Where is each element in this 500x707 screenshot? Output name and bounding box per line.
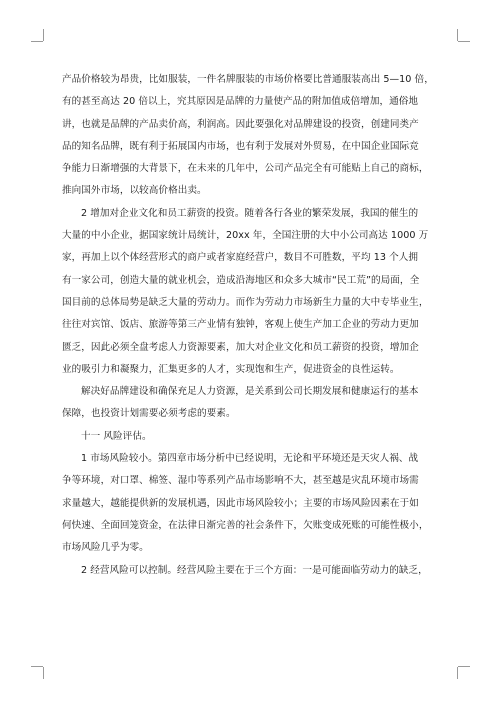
text-line: 争等环境，对口罩、棉签、湿巾等系列产品市场影响不大，甚至越是灾乱环境市场需 [62, 475, 419, 487]
text-line: 十一 风险评估。 [81, 430, 152, 442]
text-line: 市场风险几乎为零。 [62, 542, 149, 554]
text-line: 2 经营风险可以控制。经营风险主要在于三个方面：一是可能面临劳动力的缺乏， [81, 564, 428, 576]
text-line: 国目前的总体局势是缺乏大量的劳动力。而作为劳动力市场新生力量的大中专毕业生， [62, 296, 429, 308]
crop-mark-bottom-left-vertical [43, 667, 44, 679]
text-line: 争能力日渐增强的大背景下，在未来的几年中，公司产品完全有可能贴上自己的商标， [62, 163, 429, 175]
crop-mark-top-right-horizontal [458, 41, 470, 42]
text-line: 讲，也就是品牌的产品卖价高，利润高。因此要强化对品牌建设的投资，创建同类产 [62, 118, 419, 130]
text-line: 大量的中小企业，据国家统计局统计，20xx 年，全国注册的大中小公司高达 1000 万 [62, 230, 429, 242]
text-line: 保障，也投资计划需要必须考虑的要素。 [62, 408, 236, 420]
text-line: 业的吸引力和凝聚力，汇集更多的人才，实现饱和生产，促进资金的良性运转。 [62, 363, 400, 375]
crop-mark-top-left-horizontal [31, 41, 43, 42]
text-line: 推向国外市场，以较高价格出卖。 [62, 185, 207, 197]
paragraph [62, 448, 442, 559]
paragraph [62, 426, 442, 448]
paragraph [62, 560, 442, 582]
text-line: 产品价格较为昂贵，比如服装，一件名牌服装的市场价格要比普通服装高出 5—10 倍， [62, 74, 434, 85]
paragraph [62, 381, 442, 426]
crop-mark-top-left-vertical [43, 29, 44, 41]
text-line: 有的甚至高达 20 倍以上，究其原因是品牌的力量使产品的附加值成倍增加，通俗地 [62, 96, 419, 108]
text-line: 2 增加对企业文化和员工薪资的投资。随着各行各业的繁荣发展，我国的催生的 [81, 207, 419, 219]
text-line: 品的知名品牌，既有利于拓展国内市场，也有利于发展对外贸易，在中国企业国际竞 [62, 140, 419, 152]
text-line: 有一家公司，创造大量的就业机会，造成沿海地区和众多大城市“民工荒”的局面，全 [62, 274, 420, 286]
paragraph [62, 69, 442, 203]
document-body [62, 69, 442, 582]
paragraph [62, 203, 442, 381]
text-line: 求量越大，越能提供新的发展机遇，因此市场风险较小；主要的市场风险因素在于如 [62, 497, 419, 509]
text-line: 何快速、全面回笼资金，在法律日渐完善的社会条件下，欠账变成死账的可能性极小， [62, 519, 429, 531]
crop-mark-bottom-right-vertical [457, 667, 458, 679]
crop-mark-bottom-left-horizontal [31, 666, 43, 667]
crop-mark-top-right-vertical [457, 29, 458, 41]
text-line: 匮乏，因此必须全盘考虑人力资源要素，加大对企业文化和员工薪资的投资，增加企 [62, 341, 419, 353]
text-line: 家，再加上以个体经营形式的商户或者家庭经营户，数目不可胜数，平均 13 个人拥 [62, 252, 419, 264]
text-line: 往往对宾馆、饭店、旅游等第三产业情有独钟，客观上使生产加工企业的劳动力更加 [62, 319, 419, 331]
text-line: 1 市场风险较小。第四章市场分析中已经说明，无论和平环境还是天灾人祸、战 [81, 453, 419, 465]
crop-mark-bottom-right-horizontal [458, 666, 470, 667]
text-line: 解决好品牌建设和确保充足人力资源，是关系到公司长期发展和健康运行的基本 [81, 386, 419, 398]
